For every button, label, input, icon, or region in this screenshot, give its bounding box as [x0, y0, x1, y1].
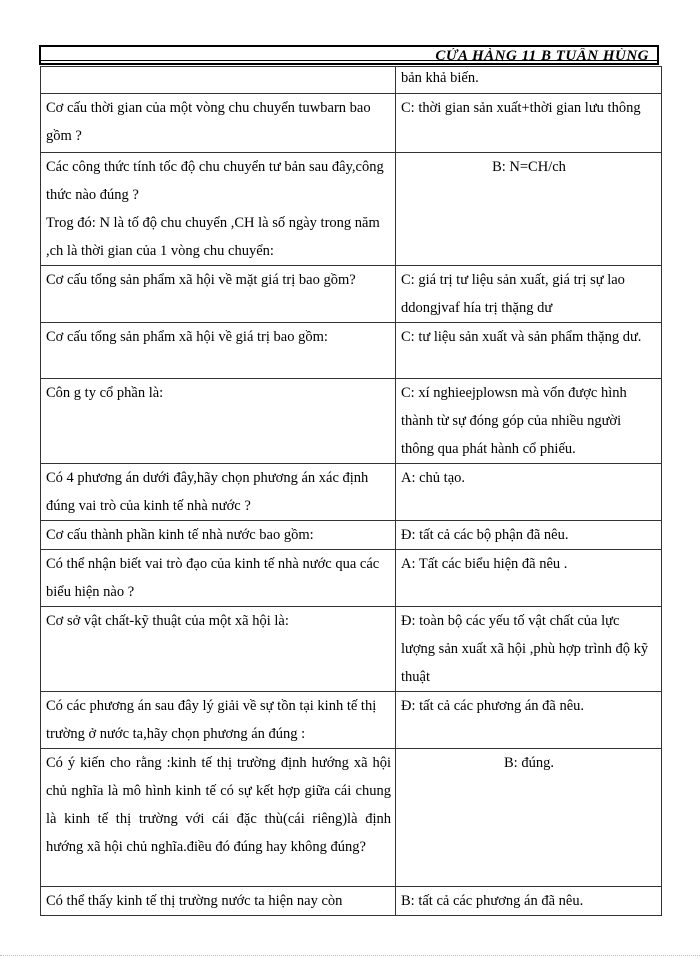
answer-cell: A: chủ tạo. — [396, 464, 662, 521]
header-title: CỬA HÀNG 11 B TUẤN HÙNG — [435, 48, 649, 63]
table-row — [41, 379, 662, 464]
question-cell: Cơ cấu tổng sản phẩm xã hội về giá trị bao gồm: — [41, 323, 396, 379]
answer-cell: B: N=CH/ch — [396, 153, 662, 266]
table-row — [41, 550, 662, 607]
question-cell: Cơ cấu thời gian của một vòng chu chuyển tuwbarn bao gồm ? — [41, 94, 396, 153]
question-cell: Có thể thấy kinh tế thị trường nước ta hiện nay còn — [41, 887, 396, 916]
page-header — [39, 45, 659, 65]
table-row — [41, 692, 662, 749]
answer-cell: Đ: tất cả các bộ phận đã nêu. — [396, 521, 662, 550]
answer-cell: C: tư liệu sản xuất và sản phẩm thặng dư. — [396, 323, 662, 379]
answer-cell: Đ: toàn bộ các yếu tố vật chất của lực lượng sản xuất xã hội ,phù hợp trình độ kỹ thuật — [396, 607, 662, 692]
table-row — [41, 521, 662, 550]
table-row — [41, 94, 662, 153]
question-cell — [41, 153, 396, 266]
question-cell: Cơ sở vật chất-kỹ thuật của một xã hội là: — [41, 607, 396, 692]
question-note: Trog đó: N là tố độ chu chuyển ,CH là số ngày trong năm ,ch là thời gian của 1 vòng chu chuyển: — [46, 215, 380, 259]
answer-cell: C: xí nghieejplowsn mà vốn được hình thành từ sự đóng góp của nhiều người thông qua phát hành cổ phiếu. — [396, 379, 662, 464]
answer-cell: bản khả biến. — [396, 67, 662, 94]
table-row — [41, 607, 662, 692]
qa-table — [40, 66, 662, 916]
answer-cell: C: giá trị tư liệu sản xuất, giá trị sự lao ddongjvaf hía trị thặng dư — [396, 266, 662, 323]
question-cell: Cơ cấu thành phần kinh tế nhà nước bao gồm: — [41, 521, 396, 550]
question-cell: Côn g ty cổ phần là: — [41, 379, 396, 464]
question-cell: Có ý kiến cho rằng :kinh tế thị trường định hướng xã hội chủ nghĩa là mô hình kinh tế có sự kết hợp giữa cái chung là kinh tế thị trường với cái đặc thù(cái riêng)là định hướng xã hội chủ nghĩa.điều đó đúng hay không đúng? — [41, 749, 396, 887]
answer-cell: A: Tất các biểu hiện đã nêu . — [396, 550, 662, 607]
question-text: Các công thức tính tốc độ chu chuyển tư bản sau đây,công thức nào đúng ? — [46, 159, 384, 203]
question-cell: Có thể nhận biết vai trò đạo của kinh tế nhà nước qua các biểu hiện nào ? — [41, 550, 396, 607]
table-row — [41, 323, 662, 379]
answer-cell: Đ: tất cả các phương án đã nêu. — [396, 692, 662, 749]
answer-cell: B: đúng. — [396, 749, 662, 887]
table-row — [41, 749, 662, 887]
page-footer-rule — [0, 955, 700, 956]
table-row — [41, 153, 662, 266]
question-cell: Có các phương án sau đây lý giải về sự tồn tại kinh tế thị trường ở nước ta,hãy chọn phương án đúng : — [41, 692, 396, 749]
table-row — [41, 887, 662, 916]
answer-cell: C: thời gian sản xuất+thời gian lưu thông — [396, 94, 662, 153]
table-row — [41, 67, 662, 94]
question-cell: Cơ cấu tổng sản phẩm xã hội về mặt giá trị bao gồm? — [41, 266, 396, 323]
question-cell: Có 4 phương án dưới đây,hãy chọn phương án xác định đúng vai trò của kinh tế nhà nước ? — [41, 464, 396, 521]
table-row — [41, 266, 662, 323]
answer-cell: B: tất cả các phương án đã nêu. — [396, 887, 662, 916]
question-cell — [41, 67, 396, 94]
table-row — [41, 464, 662, 521]
